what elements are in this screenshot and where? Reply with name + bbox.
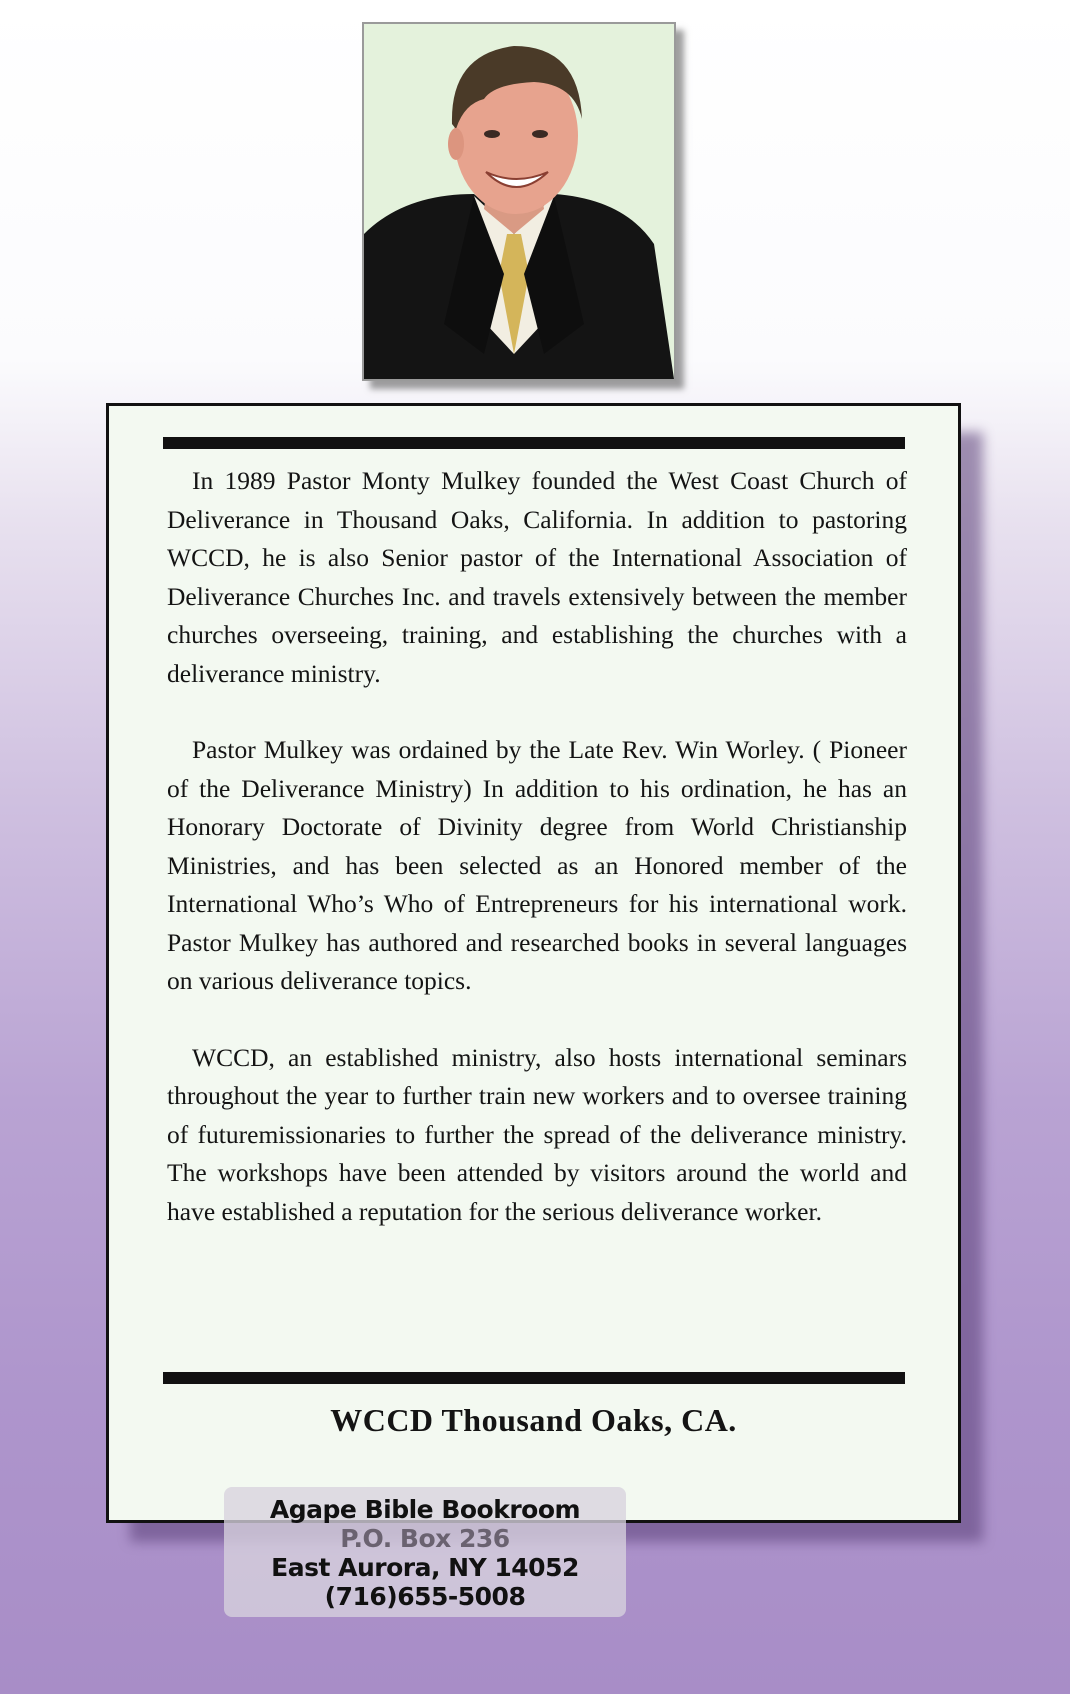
author-photo [362, 22, 676, 381]
bio-paragraph-1: In 1989 Pastor Monty Mulkey founded the West Coast Church of Deliverance in Thousand Oaks, California. In addition to pastoring WCCD, he is also Senior pastor of the International Association of Deliverance Churches Inc. and travels extensively between the member churches overseeing, training, and establishing the churches with a deliverance ministry. [167, 466, 907, 688]
sticker-store-name: Agape Bible Bookroom [269, 1495, 581, 1524]
author-portrait-icon [364, 24, 674, 379]
bottom-divider [163, 1372, 905, 1384]
bio-box [106, 403, 961, 1523]
bookstore-sticker [224, 1487, 626, 1617]
sticker-city: East Aurora, NY 14052 [271, 1553, 579, 1582]
signature: WCCD Thousand Oaks, CA. [330, 1402, 737, 1438]
top-divider [163, 437, 905, 449]
bio-paragraph-3: WCCD, an established ministry, also hosts international seminars throughout the year to further train new workers and to oversee training of futuremissionaries to further the spread of the deliverance ministry. The workshops have been attended by visitors around the world and have established a reputation for the serious deliverance worker. [167, 1042, 907, 1226]
bio-paragraph-2: Pastor Mulkey was ordained by the Late Rev. Win Worley. ( Pioneer of the Deliverance Ministry) In addition to his ordination, he has an Honorary Doctorate of Divinity degree from World Christianship Ministries, and has been selected as an Honored member of the International Who’s Who of Entrepreneurs for his international work. Pastor Mulkey has authored and researched books in several languages on various deliverance topics. [167, 735, 907, 995]
sticker-phone: (716)655-5008 [324, 1582, 526, 1611]
bio-text [167, 462, 907, 1269]
sticker-po-box: P.O. Box 236 [340, 1524, 510, 1553]
